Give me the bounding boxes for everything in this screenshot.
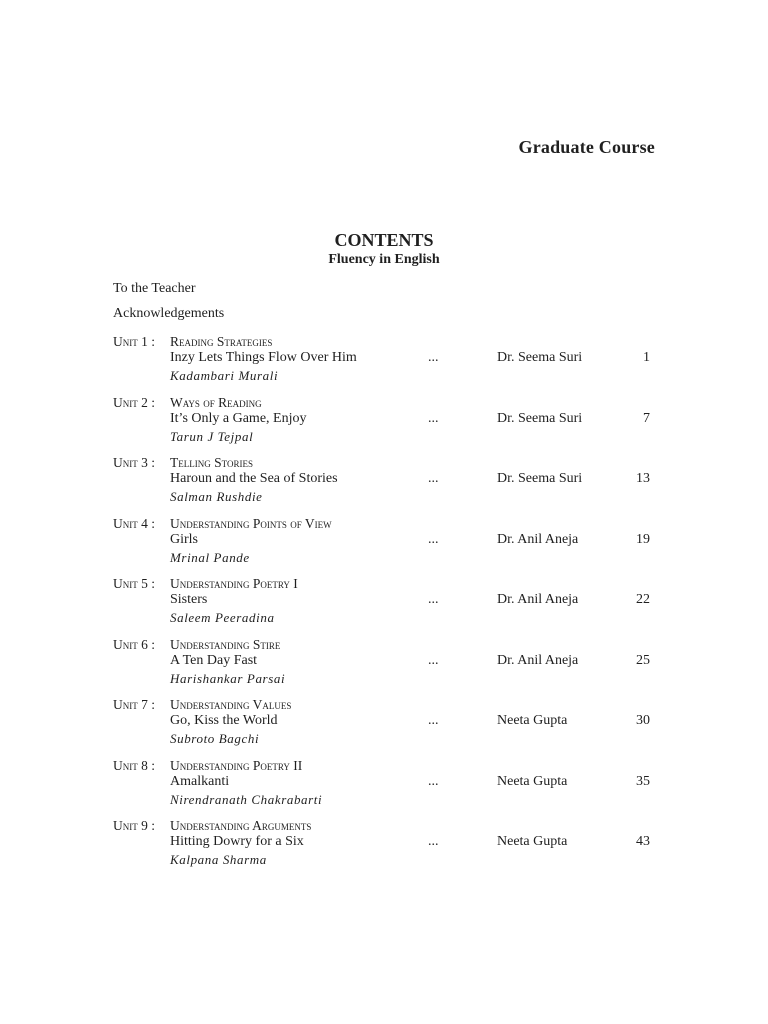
unit-editor: Dr. Anil Aneja [497, 532, 579, 547]
unit-theme: Understanding Poetry I [170, 576, 298, 591]
unit-theme: Understanding Points of View [170, 516, 332, 531]
unit-theme: Understanding Arguments [170, 818, 312, 833]
unit-entry-2 [113, 395, 655, 449]
unit-entry-9 [113, 818, 655, 872]
unit-entry-7 [113, 697, 655, 751]
unit-leader-dots: ... [428, 713, 439, 728]
unit-author: Subroto Bagchi [170, 731, 260, 746]
unit-title: Go, Kiss the World [170, 713, 278, 728]
unit-editor: Dr. Seema Suri [497, 411, 583, 426]
unit-theme: Reading Strategies [170, 334, 273, 349]
front-item-teacher: To the Teacher [113, 281, 196, 296]
unit-title: Inzy Lets Things Flow Over Him [170, 350, 357, 365]
unit-label: Unit 1 : [113, 334, 155, 349]
contents-heading: CONTENTS [334, 230, 434, 250]
unit-leader-dots: ... [428, 532, 439, 547]
unit-page-number: 22 [636, 592, 650, 607]
unit-page-number: 25 [636, 653, 650, 668]
unit-editor: Neeta Gupta [497, 834, 568, 849]
front-item-acknowledgements: Acknowledgements [113, 306, 225, 321]
unit-label: Unit 2 : [113, 395, 155, 410]
unit-title: A Ten Day Fast [170, 653, 258, 668]
unit-leader-dots: ... [428, 774, 439, 789]
unit-label: Unit 7 : [113, 697, 155, 712]
unit-label: Unit 9 : [113, 818, 155, 833]
unit-page-number: 13 [636, 471, 650, 486]
unit-author: Tarun J Tejpal [170, 429, 254, 444]
unit-page-number: 35 [636, 774, 650, 789]
unit-label: Unit 5 : [113, 576, 155, 591]
unit-entry-6 [113, 637, 655, 691]
unit-label: Unit 6 : [113, 637, 155, 652]
unit-editor: Dr. Seema Suri [497, 471, 583, 486]
unit-author: Saleem Peeradina [170, 610, 275, 625]
unit-author: Kadambari Murali [170, 368, 279, 383]
unit-leader-dots: ... [428, 834, 439, 849]
unit-editor: Dr. Seema Suri [497, 350, 583, 365]
unit-editor: Dr. Anil Aneja [497, 592, 579, 607]
unit-author: Nirendranath Chakrabarti [170, 792, 323, 807]
unit-author: Mrinal Pande [170, 550, 250, 565]
unit-leader-dots: ... [428, 350, 439, 365]
unit-label: Unit 8 : [113, 758, 155, 773]
unit-title: Amalkanti [170, 774, 230, 789]
unit-title: Hitting Dowry for a Six [170, 834, 304, 849]
unit-leader-dots: ... [428, 471, 439, 486]
unit-label: Unit 4 : [113, 516, 155, 531]
unit-author: Kalpana Sharma [170, 852, 267, 867]
unit-entry-1 [113, 334, 655, 388]
unit-label: Unit 3 : [113, 455, 155, 470]
unit-theme: Ways of Reading [170, 395, 262, 410]
unit-editor: Neeta Gupta [497, 774, 568, 789]
course-title: Graduate Course [518, 137, 655, 157]
unit-theme: Understanding Stire [170, 637, 281, 652]
unit-theme: Understanding Poetry II [170, 758, 303, 773]
unit-page-number: 7 [643, 411, 650, 426]
unit-title: Sisters [170, 592, 208, 607]
unit-page-number: 19 [636, 532, 650, 547]
unit-author: Harishankar Parsai [170, 671, 286, 686]
contents-subtitle: Fluency in English [328, 252, 440, 267]
unit-editor: Neeta Gupta [497, 713, 568, 728]
unit-leader-dots: ... [428, 653, 439, 668]
unit-page-number: 43 [636, 834, 650, 849]
unit-page-number: 1 [643, 350, 650, 365]
unit-title: Girls [170, 532, 198, 547]
unit-title: It’s Only a Game, Enjoy [170, 411, 307, 426]
unit-leader-dots: ... [428, 592, 439, 607]
unit-entry-3 [113, 455, 655, 509]
unit-entry-8 [113, 758, 655, 812]
unit-entry-5 [113, 576, 655, 630]
unit-editor: Dr. Anil Aneja [497, 653, 579, 668]
unit-theme: Telling Stories [170, 455, 253, 470]
unit-theme: Understanding Values [170, 697, 292, 712]
unit-title: Haroun and the Sea of Stories [170, 471, 338, 486]
unit-leader-dots: ... [428, 411, 439, 426]
unit-author: Salman Rushdie [170, 489, 263, 504]
unit-entry-4 [113, 516, 655, 570]
unit-page-number: 30 [636, 713, 650, 728]
